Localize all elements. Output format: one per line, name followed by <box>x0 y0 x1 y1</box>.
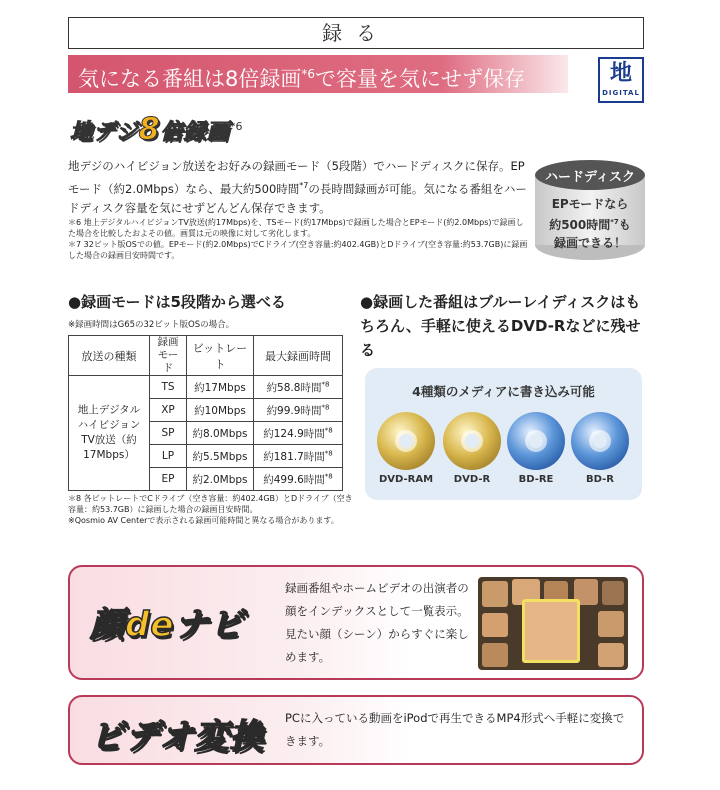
feature-notes <box>68 217 528 261</box>
digital-logo-icon <box>598 57 644 103</box>
row-time-value: 約124.9時間 <box>263 427 325 440</box>
row-time <box>254 399 343 422</box>
feature-logo-num: 8 <box>138 112 161 147</box>
hdd-title: ハードディスク <box>545 170 635 185</box>
feature-para2: の長時間録画が可能。気になる番組をハードディスク容量を気にせずどんどん保存できます。 <box>68 181 527 215</box>
banner-text2: で容量を気にせず保存 <box>315 67 526 91</box>
feature-para1: 地デジのハイビジョン放送をお好みの録画モード（5段階）でハードディスクに保存。EPモード（約2.0Mbps）なら、最大約500時間 <box>68 159 525 196</box>
digital-logo-label: DIGITAL <box>602 89 640 97</box>
kao-navi-text: 録画番組やホームビデオの出演者の顔をインデックスとして一覧表示。見たい顔（シーン）からすぐに楽しめます。 <box>285 581 469 664</box>
row-bitrate: 約17Mbps <box>187 376 254 399</box>
feature-logo-pre: 地デジ <box>70 120 139 145</box>
modes-heading: ●録画モードは5段階から選べる <box>68 293 286 311</box>
row-mode: TS <box>150 376 187 399</box>
row-mode: XP <box>150 399 187 422</box>
row-time <box>254 376 343 399</box>
row-time-sup: *8 <box>321 380 330 388</box>
disc-label: DVD-RAM <box>378 474 434 485</box>
media-box-title: 4種類のメディアに書き込み可能 <box>412 384 595 399</box>
broadcast-type: 地上デジタルハイビジョンTV放送（約17Mbps） <box>69 376 150 491</box>
row-bitrate: 約8.0Mbps <box>187 422 254 445</box>
hdd-line2-sup: *7 <box>610 218 619 226</box>
video-convert-panel <box>68 695 644 765</box>
bd-re-disc-icon <box>507 412 565 470</box>
row-time-sup: *8 <box>321 403 330 411</box>
disc-label: DVD-R <box>453 474 491 485</box>
feature-logo-post: 倍録画 <box>160 120 230 145</box>
digital-logo-glyph: 地 <box>609 61 632 86</box>
header-mode: 録画モード <box>150 336 187 376</box>
hdd-line2b: も <box>618 218 631 232</box>
row-bitrate: 約10Mbps <box>187 399 254 422</box>
row-time <box>254 422 343 445</box>
hdd-line1: EPモードなら <box>551 197 629 211</box>
dvd-ram-disc-icon <box>377 412 435 470</box>
media-heading: ●録画した番組はブルーレイディスクはもちろん、手軽に使えるDVD-Rなどに残せる <box>360 293 641 359</box>
table-row <box>69 376 343 399</box>
row-mode: EP <box>150 468 187 491</box>
kao-navi-panel <box>68 565 644 680</box>
note-6: ＊6 地上デジタルハイビジョンTV放送(約17Mbps)を、TSモード(約17Mbps)で録画した場合とEPモード(約2.0Mbps)で録画した場合を比較したおよその値。画質は元の映像に対して劣化します。 <box>68 218 524 238</box>
recording-modes-table <box>68 335 343 491</box>
note-7: ＊7 32ビット版OSでの値。EPモード(約2.0Mbps)でCドライブ(空き容量:約402.4GB)とDドライブ(空き容量:約53.7GB)に録画した場合の録画目安時間です。 <box>68 240 528 260</box>
row-time-value: 約58.8時間 <box>266 381 322 394</box>
row-time-value: 約499.6時間 <box>263 473 325 486</box>
header-bitrate: ビットレート <box>187 336 254 376</box>
headline-banner <box>68 55 568 93</box>
header-type: 放送の種類 <box>69 336 150 376</box>
kao-navi-logo: 顔deナビ <box>90 605 245 645</box>
section-title: 録る <box>68 17 644 49</box>
feature-logo <box>70 112 229 147</box>
note-qosmio: ※Qosmio AV Centerで表示される録画可能時間と異なる場合があります。 <box>68 516 339 525</box>
row-time-value: 約99.9時間 <box>266 404 322 417</box>
row-mode: LP <box>150 445 187 468</box>
header-max: 最大録画時間 <box>254 336 343 376</box>
disc-label: BD-RE <box>518 474 554 485</box>
row-bitrate: 約5.5Mbps <box>187 445 254 468</box>
dvd-r-disc-icon <box>443 412 501 470</box>
row-time-sup: *8 <box>324 426 333 434</box>
video-convert-logo: ビデオ変換 <box>90 717 265 757</box>
hdd-illustration <box>535 160 645 260</box>
row-mode: SP <box>150 422 187 445</box>
hdd-text <box>535 195 645 252</box>
face-index-photo <box>478 577 628 670</box>
hdd-line2 <box>535 213 645 234</box>
video-convert-text: PCに入っている動画をiPodで再生できるMP4形式へ手軽に変換できます。 <box>285 711 625 748</box>
disc-label: BD-R <box>586 474 614 485</box>
banner-sup: *6 <box>301 67 316 81</box>
modes-note: ※録画時間はG65の32ビット版OSの場合。 <box>68 320 235 330</box>
note-8: ＊8 各ビットレートでCドライブ（空き容量：約402.4GB）とDドライブ（空き容量：約53.7GB）に録画した場合の録画目安時間。 <box>68 494 353 514</box>
hdd-line3: 録画できる！ <box>553 236 626 250</box>
row-bitrate: 約2.0Mbps <box>187 468 254 491</box>
table-header-row <box>69 336 343 376</box>
bd-r-disc-icon <box>571 412 629 470</box>
row-time-value: 約181.7時間 <box>263 450 325 463</box>
feature-paragraph <box>68 157 528 218</box>
row-time <box>254 445 343 468</box>
modes-notes <box>68 493 358 526</box>
hdd-line2a: 約500時間 <box>549 218 611 232</box>
row-time <box>254 468 343 491</box>
row-time-sup: *8 <box>324 449 333 457</box>
feature-logo-sup: *6 <box>230 120 243 133</box>
banner-text: 気になる番組は8倍録画 <box>78 67 302 91</box>
feature-para-sup: *7 <box>299 181 309 190</box>
row-time-sup: *8 <box>324 472 333 480</box>
media-box <box>365 368 642 500</box>
